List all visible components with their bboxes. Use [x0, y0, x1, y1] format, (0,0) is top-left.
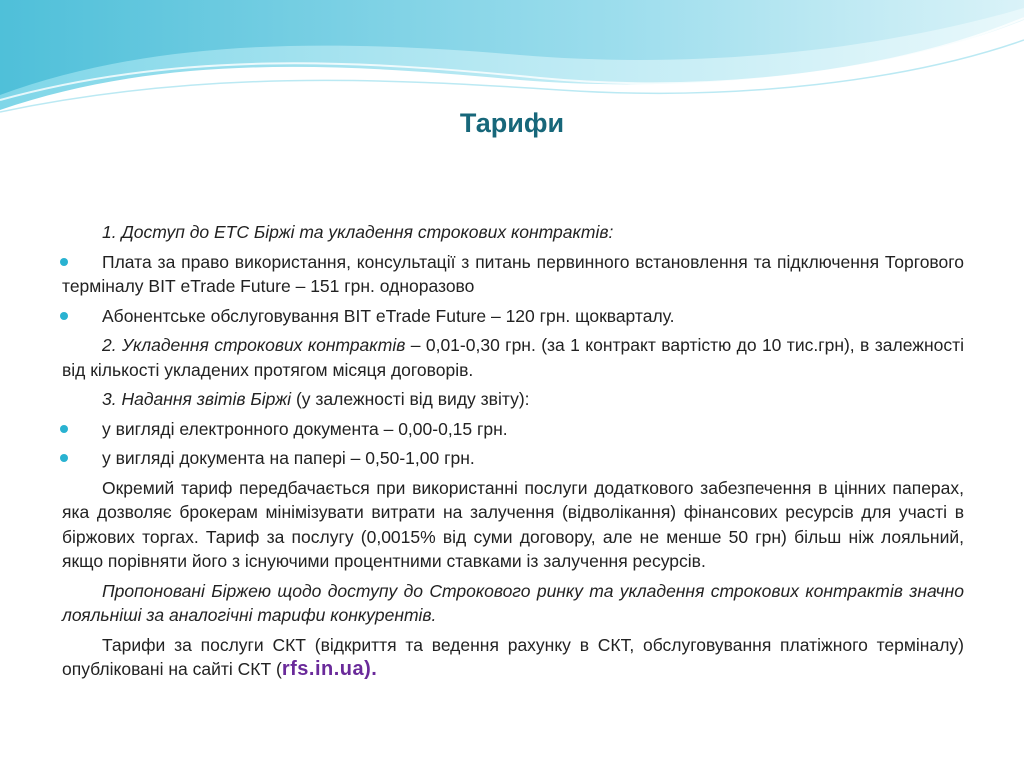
paragraph-conclusion: Пропоновані Біржею щодо доступу до Строкового ринку та укладення строкових контрактів значно лояльніші за аналогічні тарифи конкурентів. — [62, 580, 964, 625]
list-item-text: Плата за право використання, консультації з питань первинного встановлення та підключення Торгового терміналу ВІТ eTrade Future – 151 грн. одноразово — [62, 251, 964, 296]
section-reports — [62, 387, 964, 412]
website-link[interactable]: rfs.in.ua — [281, 658, 365, 680]
paragraph-skt-text: Тарифи за послуги СКТ (відкриття та ведення рахунку в СКТ, обслуговування платіжного терміналу) опубліковані на сайті СКТ ( — [62, 634, 964, 679]
section-contracts-text: – 0,01-0,30 грн. (за 1 контракт вартістю до 10 тис.грн), в залежності від кількості укладених протягом місяця договорів. — [62, 335, 964, 380]
bullet-icon — [60, 312, 68, 320]
list-item-electronic — [62, 417, 964, 442]
list-item-subscription — [62, 304, 964, 329]
section-heading-contracts: 2. Укладення строкових контрактів — [102, 335, 406, 355]
bullet-icon — [60, 258, 68, 266]
bullet-icon — [60, 454, 68, 462]
slide-body — [62, 220, 964, 687]
paragraph-skt — [62, 633, 964, 682]
bullet-icon — [60, 425, 68, 433]
list-item-paper — [62, 446, 964, 471]
list-item-text: у вигляді документа на папері – 0,50-1,00 грн. — [102, 448, 475, 468]
section-heading-access: 1. Доступ до ЕТС Біржі та укладення строкових контрактів: — [102, 222, 614, 242]
section-contracts — [62, 333, 964, 382]
closing-punctuation: ). — [364, 658, 378, 680]
section-heading-reports: 3. Надання звітів Біржі — [102, 389, 292, 409]
list-item-text: у вигляді електронного документа – 0,00-0,15 грн. — [102, 418, 508, 439]
list-item-text: Абонентське обслуговування ВІТ eTrade Future – 120 грн. щокварталу. — [102, 305, 675, 326]
page-title: Тарифи — [459, 108, 565, 138]
section-reports-text: (у залежності від виду звіту): — [291, 389, 530, 409]
list-item-fee — [62, 250, 964, 299]
paragraph-separate-tariff: Окремий тариф передбачається при використанні послуги додаткового забезпечення в цінних паперах, яка дозволяє брокерам мінімізувати витрати на залучення (відволікання) фінансових ресурсів для участі в біржових торгах. Тариф за послугу (0,0015% від суми договору, але не менше 50 грн) більш ніж лояльний, якщо порівняти його з існуючими процентними ставками із залучення ресурсів. — [62, 477, 964, 571]
